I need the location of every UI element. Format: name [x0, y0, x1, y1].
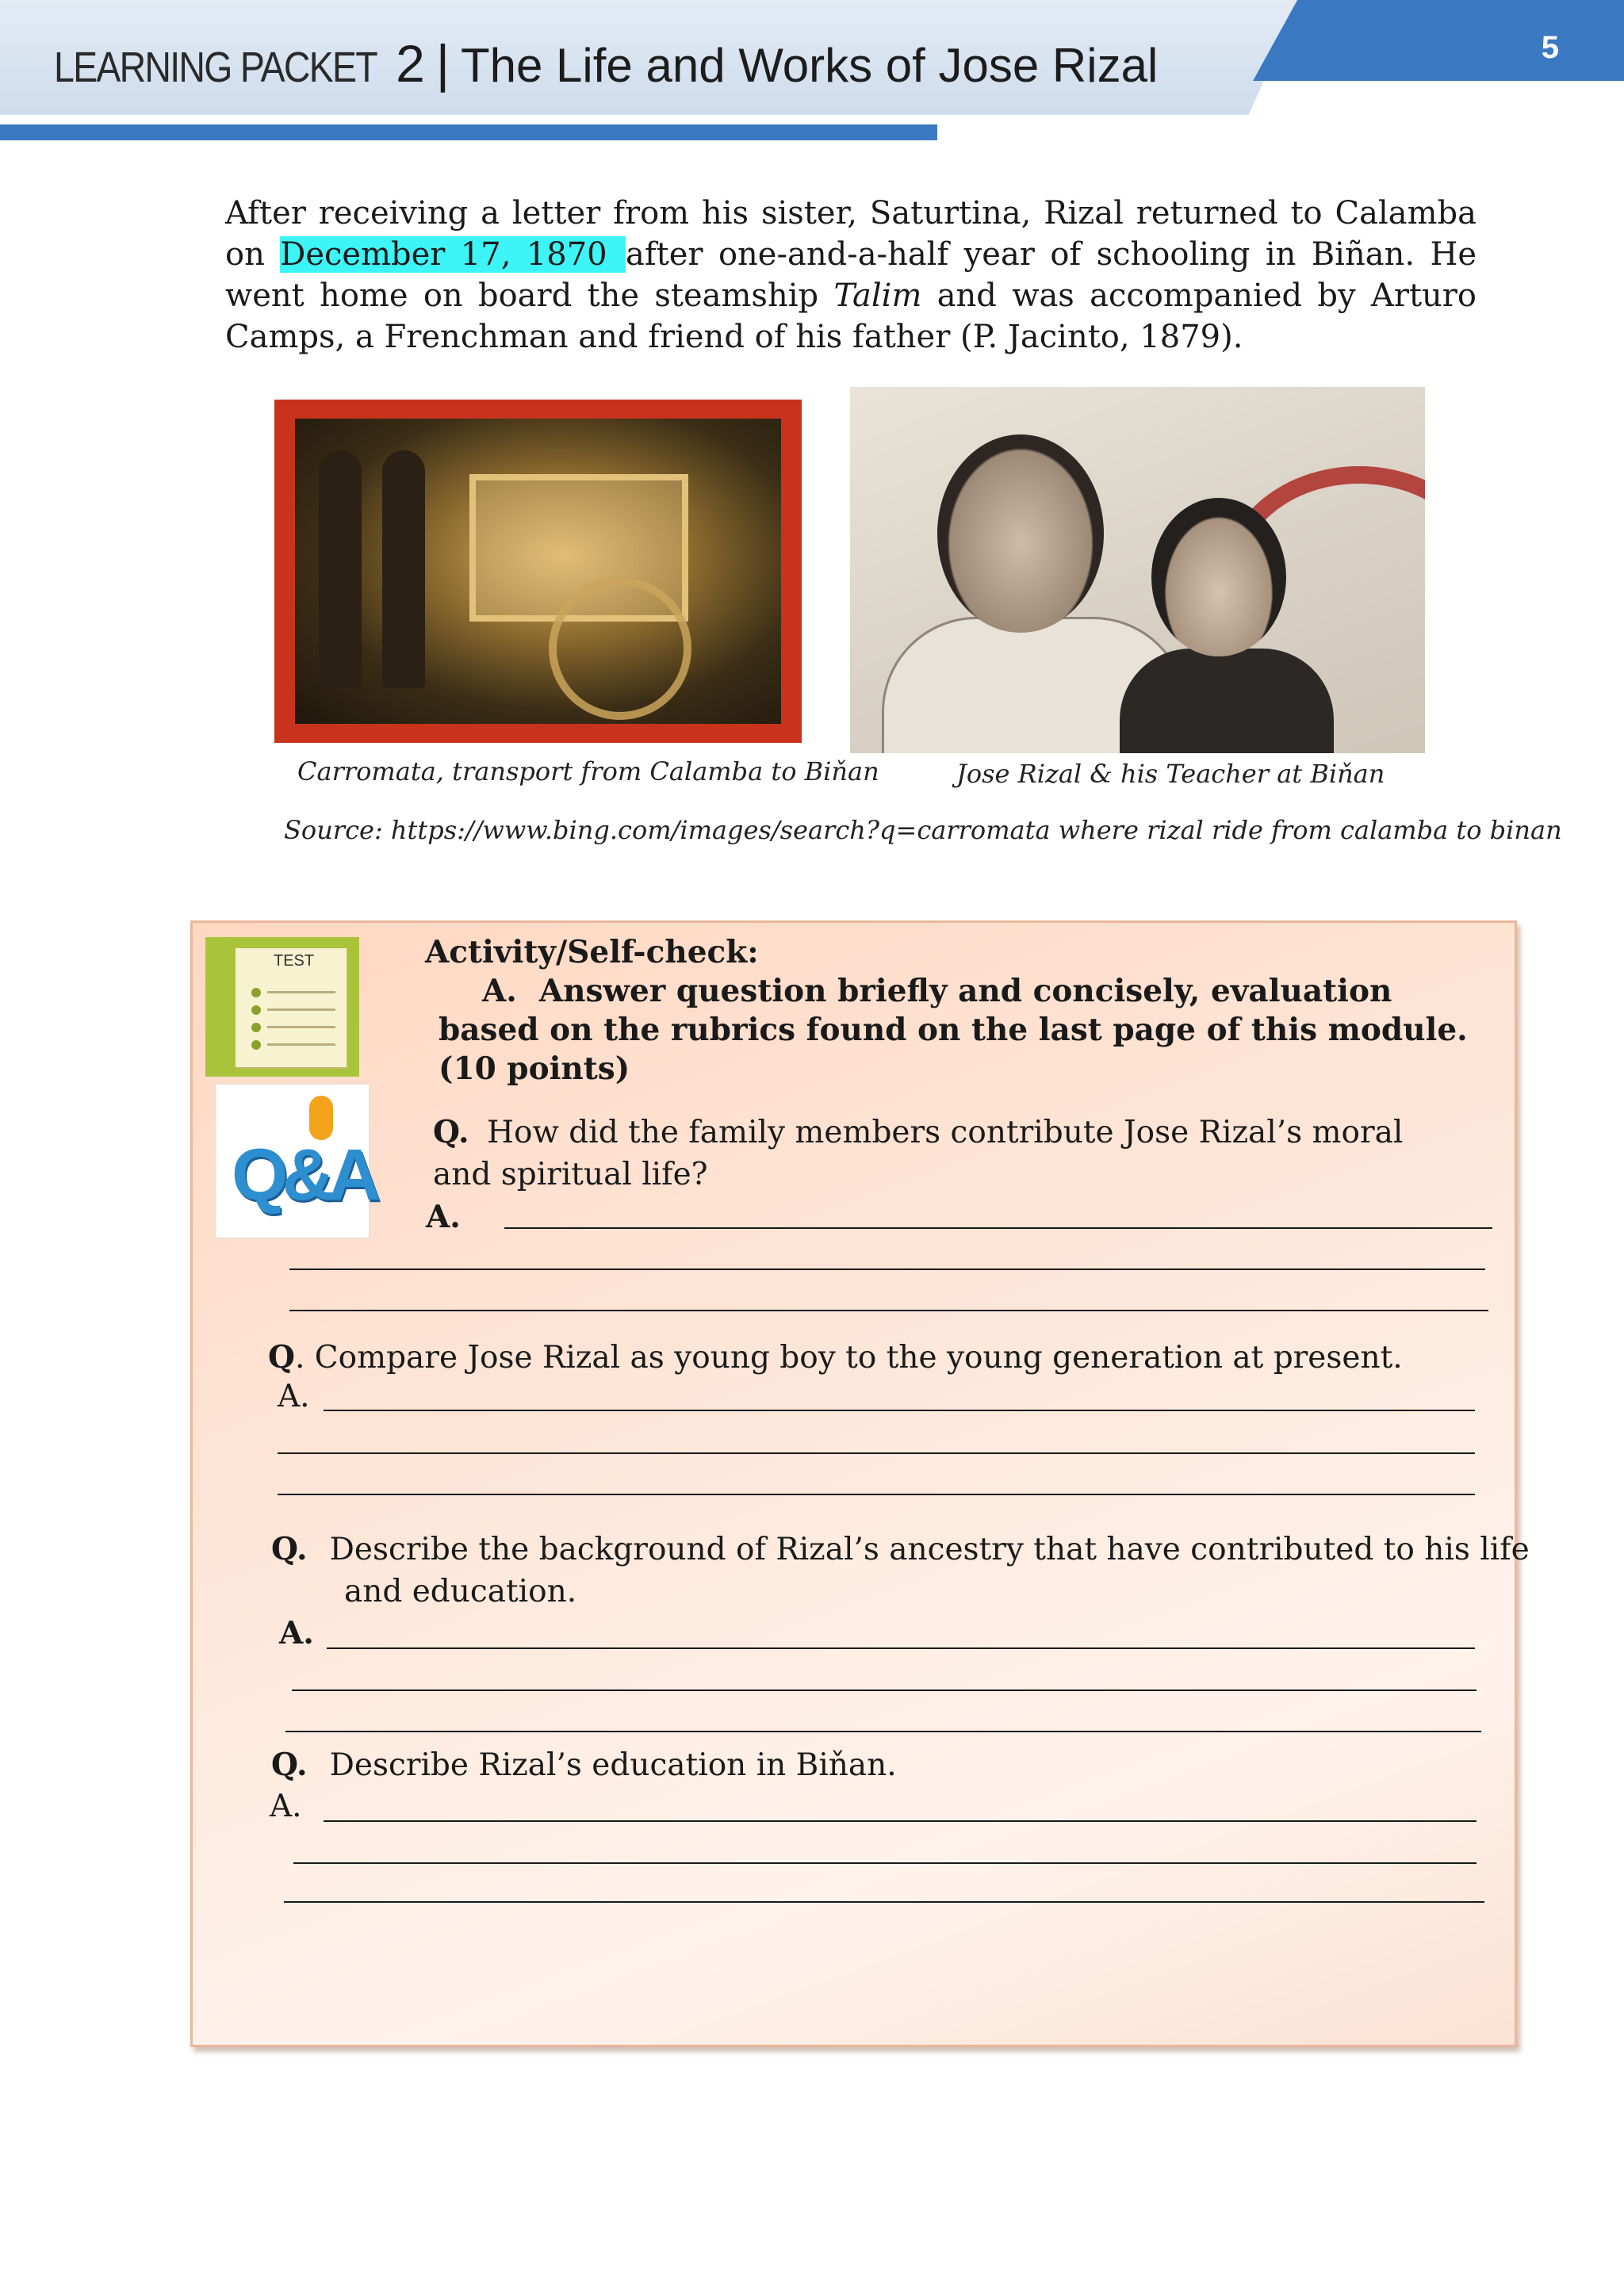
carromata-image — [274, 400, 802, 743]
caption-rizal-teacher: Jose Rizal & his Teacher at Biňan — [956, 759, 1385, 789]
test-icon-label: TEST — [274, 952, 315, 970]
activity-heading: Activity/Self-check: — [425, 934, 759, 970]
answer-label: A. — [270, 1789, 302, 1824]
activity-instruction — [439, 972, 1501, 1089]
rizal-teacher-image — [850, 387, 1425, 753]
answer-line[interactable] — [292, 1689, 1477, 1691]
question-label: Q. — [433, 1114, 469, 1150]
answer-line[interactable] — [278, 1452, 1475, 1454]
answer-line[interactable] — [284, 1901, 1484, 1903]
rizal-head — [1151, 498, 1286, 656]
highlighted-date: December 17, 1870 — [280, 236, 626, 273]
answer-label: A. — [278, 1379, 310, 1414]
question-2 — [268, 1337, 1489, 1379]
answer-label: A. — [426, 1199, 461, 1235]
header-rule — [0, 124, 937, 140]
question-3 — [271, 1529, 1557, 1613]
answer-line[interactable] — [289, 1269, 1485, 1270]
figure-silhouette — [382, 450, 425, 688]
page-number: 5 — [1541, 30, 1559, 65]
teacher-head — [937, 434, 1104, 633]
qa-icon-label: Q&A — [232, 1135, 375, 1215]
question-1 — [433, 1112, 1416, 1196]
page-title — [54, 33, 1158, 94]
course-title: The Life and Works of Jose Rizal — [461, 39, 1159, 92]
answer-line[interactable] — [289, 1310, 1488, 1311]
bullet-dot — [251, 988, 261, 997]
bullet-dot — [251, 1005, 261, 1015]
question-4 — [271, 1744, 1461, 1786]
answer-label: A. — [279, 1615, 314, 1651]
instruction-text: Answer question briefly and concisely, evaluation based on the rubrics found on the last page of this module. (10 points) — [439, 973, 1468, 1087]
answer-line[interactable] — [324, 1410, 1475, 1411]
activity-box — [190, 920, 1517, 2047]
page-number-tab — [1253, 0, 1624, 81]
question-text: Describe the background of Rizal’s ancestry that have contributed to his life and education. — [329, 1532, 1530, 1609]
image-source: Source: https://www.bing.com/images/search?q=carromata where rizal ride from calamba to binan — [284, 815, 1562, 845]
answer-line[interactable] — [324, 1820, 1477, 1822]
ship-name: Talim — [833, 277, 922, 314]
packet-series: LEARNING PACKET — [54, 44, 377, 91]
intro-text-2: after one-and-a-half year of schooling in Biñan. He went home on board the steamship — [225, 236, 1477, 314]
title-separator: | — [435, 34, 450, 93]
instruction-letter: A. — [482, 973, 517, 1009]
question-text: Describe Rizal’s education in Biňan. — [329, 1747, 897, 1783]
answer-line[interactable] — [327, 1647, 1475, 1649]
question-text: . Compare Jose Rizal as young boy to the young generation at present. — [294, 1340, 1403, 1376]
question-label: Q. — [271, 1531, 308, 1567]
intro-paragraph — [225, 193, 1477, 358]
carromata-scene — [295, 419, 781, 724]
rizal-figure — [1120, 649, 1334, 753]
text-line — [267, 1008, 335, 1011]
answer-line[interactable] — [285, 1731, 1481, 1732]
bullet-dot — [251, 1023, 261, 1032]
intro-text-1: After receiving a letter from his sister, Saturtina, Rizal returned to Calamba on — [225, 195, 1477, 273]
answer-line[interactable] — [293, 1862, 1477, 1864]
text-line — [267, 1043, 335, 1046]
caption-carromata: Carromata, transport from Calamba to Biňan — [297, 756, 879, 786]
bullet-dot — [251, 1040, 261, 1050]
figure-silhouette — [319, 450, 362, 688]
packet-number: 2 — [396, 34, 425, 93]
qa-icon — [215, 1084, 375, 1238]
question-text: How did the family members contribute Jose Rizal’s moral and spiritual life? — [433, 1115, 1404, 1192]
test-icon — [205, 937, 359, 1077]
text-line — [267, 991, 335, 993]
question-label: Q — [268, 1339, 295, 1376]
carriage-wheel — [549, 577, 691, 720]
question-label: Q. — [271, 1747, 308, 1783]
text-line — [267, 1026, 335, 1028]
answer-line[interactable] — [504, 1227, 1492, 1229]
intro-text-3: and was accompanied by Arturo Camps, a Frenchman and friend of his father (P. Jacinto, 1879). — [225, 277, 1477, 355]
answer-line[interactable] — [278, 1494, 1475, 1495]
